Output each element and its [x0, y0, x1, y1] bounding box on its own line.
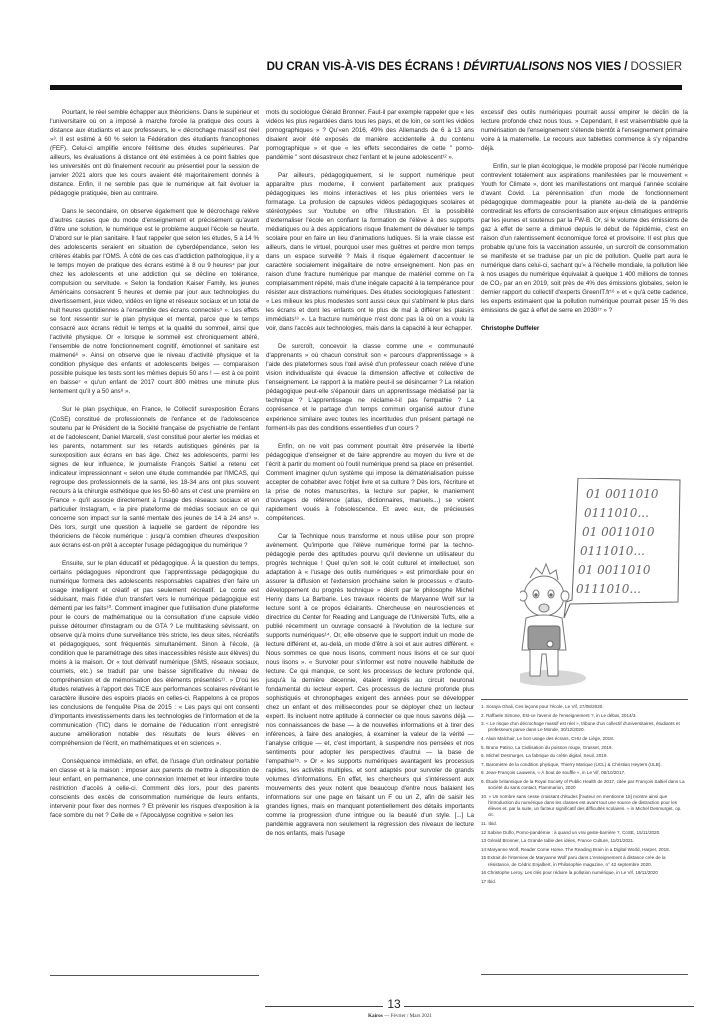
footnote: 7. Baromètre de la condition physique, Thierry Marique (UCL) & Christian Heyters (ULB).	[481, 761, 662, 767]
speech-line: 01 0011010	[586, 487, 659, 501]
page-number: 13	[387, 997, 401, 1011]
footnotes	[481, 704, 688, 887]
speech-line: 01 0011010	[582, 525, 655, 539]
speech-line: 01 0011010	[578, 563, 651, 577]
paragraph: mots du sociologue Gérald Bronner. Faut-il par exemple rappeler que « les vidéos les plus regardées dans tous les pays, et de loin, ce sont les vidéos pornographiques » ? Qu'«en 2016, 49% des Allemands de 6 à 13 ans disaient avoir été exposés de manière accidentelle à du contenu pornographique » et que « les effets secondaires de cette " porno-pandémie " sont désastreux chez l'enfant et le jeune adolescent¹² ».	[266, 109, 474, 162]
column-1	[50, 108, 259, 829]
folio-rule-left	[265, 1006, 383, 1007]
paragraph: Car la Technique nous transforme et nous utilise pour son propre avènement. Qu'importe que l'élève numérique formé par la techno-pédagogie perde des aptitudes pourvu qu'il devienne un utilisateur du progrès technique ! Quel qu'en soit le coût culturel et intellectuel, son adaptation à « l'usage des outils numériques » est primordiale pour en assurer la diffusion et l'extension prochaine selon le processus « d'auto-développement du progrès technique » décrit par le philosophe Michel Henry dans La Barbarie. Les travaux récents de Maryanne Wolf sur la lecture sont à ce propos éclairants. Chercheuse en neurosciences et directrice du Center for Reading and Language de l'Université Tufts, elle a publié récemment un ouvrage consacré à l'évolution de la lecture sur supports numériques¹⁴. Or, elle observe que le support induit un mode de lecture différent et, au-delà, un mode d'être à soi et aux autres différent. « Nous sommes ce que nous lisons, comment nous lisons et ce sur quoi nous lisons ». « Survoler pour s'informer est notre nouvelle habitude de lecture. Ce qui manque, ce sont les processus de lecture profonde qui, jusqu'à la dernière décennie, étaient intégrés au circuit neuronal fondamental du lecteur expert. Ces processus de lecture profonde plus sophistiqués et chronophages exigent des années pour se développer chez un enfant et des millisecondes pour se déployer chez un lecteur expert. Ils incluent notre aptitude à connecter ce que nous savons déjà — nos connaissances de base — à de nouvelles informations et à tirer des inférences, à faire des analogies, à examiner la valeur de la vérité — l'analyse critique — et, c'est important, à suspendre nos pensées et nos sentiments pour adopter les perspectives d'autrui — la base de l'empathie¹⁵. » Or « les supports numériques avantagent les processus rapides, les activités multiples, et sont adaptés pour survoler de grands volumes d'informations. En effet, les chercheurs qui s'intéressent aux mouvements des yeux notent que beaucoup d'entre nous balaient les informations sur une page en faisant un F ou un Z, afin de saisir les grandes lignes, mais en manquant potentiellement des détails importants comme la progression d'une intrigue ou la beauté d'un style. [...] La pandémie aggravera non seulement la régression des niveaux de lecture de nos enfants, mais l'usage	[266, 532, 474, 838]
footnote: 3. « Le risque d'un décrochage massif est réel », tribune d'un collectif d'universitaires, étudiants et professeurs parue dans Le Monde, 30/12/2020.	[481, 721, 680, 733]
footnote: 1. Soraya Ghali, Ces leçons pour l'école, Le Vif, 27/08/2020.	[481, 704, 604, 709]
footnotes-bottom-rule	[481, 974, 688, 975]
footnote: 5. Bruno Patino, La Civilisation du poisson rouge, Grasset, 2019.	[481, 744, 613, 750]
speech-line: 0111010...	[576, 582, 641, 596]
column-bottom-rule	[50, 975, 259, 976]
footnote: 14 Maryanne Wolf, Reader Come Home. The Reading Brain in a Digital World, Harper, 2018.	[481, 846, 670, 852]
author-signature: Christophe Duffeler	[481, 325, 540, 333]
speech-line: 0111010...	[584, 506, 649, 520]
publication-issue: — Février / Mars 2021	[382, 1013, 433, 1019]
footnote: 9. Étude britannique de la Royal Society of Public Health de 2017, citée par François Saltiel dans La société du sans contact, Flammarion, 2020	[481, 778, 685, 791]
header-section: DOSSIER	[630, 60, 682, 73]
column-3	[481, 108, 688, 342]
footnote: 4. Alain Malchair, Le bon usage des écrans, CHU de Liège, 2018.	[481, 735, 615, 741]
footnote: 2. Raffaele Simone, Est-ce l'avenir de l'enseignement ?, in Le débat, 2014/3.	[481, 712, 637, 718]
paragraph: Ensuite, sur le plan éducatif et pédagogique. À la question du temps, certains pédagogues répondront que l'apprentissage pédagogique du numérique formera des adolescents responsables capables d'en faire un usage intelligent et créatif et pas seulement récréatif. Le conte est séduisant, mais l'idée d'un transfert vers le numérique pédagogique est démenti par les faits¹⁰. Comment imaginer que l'utilisation d'une plateforme pour le cours de mathématique ou la consultation d'une capsule vidéo puisse détourner d'Instagram ou de GTA ? Le multitasking sévissant, on observe qu'à moins d'une surveillance très stricte, les deux sites, récréatifs et pédagogiques, sont fréquentés simultanément. Sinon à l'école, (à condition que le paramétrage des sites inaccessibles résiste aux élèves) du moins à la maison. Or « tout dérivatif numérique (SMS, réseaux sociaux, courriels, etc.) se traduit par une baisse significative du niveau de compréhension et de mémorisation des éléments présentés¹¹. » D'où les études relatives à l'apport des TICE aux performances scolaires révélant le caractère illusoire des espoirs placés en celles-ci. Rappelons à ce propos les conclusions de l'enquête Pisa de 2015 : « Les pays qui ont consenti d'importants investissements dans les technologies de l'information et de la communication (TIC) dans le domaine de l'éducation n'ont enregistré aucune amélioration notable des résultats de leurs élèves en compréhension de l'écrit, en mathématiques et en sciences ».	[50, 559, 259, 748]
header-title-end: NOS VIES /	[564, 60, 631, 73]
folio-rule-right	[404, 1006, 694, 1007]
footnote: 12 Sabine Duflo, Porno-pandémie : à quand un vrai geste-barrière ?, CoSE, 15/11/2020.	[481, 829, 661, 835]
header-title-emphasis: DÉVIRTUALISONS	[463, 60, 565, 73]
paragraph: Enfin, on ne voit pas comment pourrait être préservée la liberté pédagogique d'enseigner et de faire apprendre au moyen du livre et de l'écrit à partir du moment où l'outil numérique prend sa place en présentiel. Comment imaginer qu'un système qui impose la dématérialisation puisse accepter de cohabiter avec l'objet livre et sa culture ? Dès lors, l'écriture et la prise de notes manuscrites, la lecture sur papier, le maniement d'ouvrages de référence (atlas, dictionnaires, manuels...) se voient rapidement voués à l'obsolescence. Et avec eux, de précieuses compétences.	[266, 442, 474, 522]
paragraph: De surcroît, concevoir la classe comme une « communauté d'apprenants » où chacun construit son « parcours d'apprentissage » à l'aide des plateformes sous l'œil avisé d'un professeur coach relève d'une vision individualiste qui évacue la dimension affective et collective de l'enseignement. Le rapport à la matière peut-il se désincarner ? La relation pédagogique peut-elle s'épanouir dans un apprentissage médiatisé par la technique ? L'apprentissage ne réclame-t-il pas l'empathie ? La coprésence et le partage d'un temps commun organisé autour d'une expérience similaire avec toutes les incertitudes d'un présent partagé ne forment-ils pas des conditions essentielles d'un cours ?	[266, 343, 474, 432]
footnote: 6. Michel Desmurget, La fabrique du crétin digital, Seuil, 2019.	[481, 753, 608, 759]
paragraph: Pourtant, le réel semble échapper aux théoriciens. Dans le supérieur et l'universitaire où on a imposé à marche forcée la pratique des cours à distance aux étudiants et aux professeurs, le « décrochage massif est réel »³. Il est estimé à 60 % selon la Fédération des étudiants francophones (FEF). Celui-ci amplifie encore l'élitisme des études supérieures. Par ailleurs, les évaluations à distance ont été estimées à ce point fiables que les universités ont dû finalement recourir au présentiel pour la session de janvier 2021 alors que les cours avaient été majoritairement donnés à distance. Enfin, il ne semble pas que le numérique ait fait évoluer la pédagogie pratiquée, bien au contraire.	[50, 109, 259, 198]
publication-name: Kairos	[367, 1013, 383, 1019]
publication-footer	[300, 1013, 500, 1019]
paragraph: Conséquence immédiate, en effet, de l'usage d'un ordinateur portable en classe et à la maison : imposer aux parents de mettre à disposition de leur enfant, en permanence, une connexion Internet et leur interdire toute restriction d'accès à celle-ci. Comment dès lors, pour des parents conscients des excès de consommation numérique de leurs enfants, intervenir pour fixer des normes ? Et prévenir les risques d'exposition à la face sombre du net ? Celle de « l'Apocalypse cognitive » selon les	[50, 758, 259, 820]
footnote: 15 Extrait de l'interview de Maryanne Wolf paru dans L'enseignement à distance crée de la résistance, de Cédric Enjalbert, in Philosophie magazine, n° 42 septembre 2020.	[481, 855, 666, 867]
speech-line: 0111010...	[580, 544, 645, 558]
running-header	[50, 60, 682, 73]
footnote: 17 Ibid.	[481, 878, 497, 884]
footnote: 8. Jean-François Lauwens, « À bout de souffle », in Le Vif, 06/10/2017.	[481, 770, 626, 776]
paragraph: excessif des outils numériques pourrait aussi empirer le déclin de la lecture profonde chez nous tous. » Cependant, il est vraisemblable que la numérisation de l'enseignement s'étende bientôt à l'enseignement primaire voire à la maternelle. Le recours aux tablettes commence à s'y répandre déjà.	[481, 109, 688, 153]
footnote: 13 Gérald Bronner, La Grande table des idées, France Culture, 11/01/2021.	[481, 838, 635, 844]
paragraph: Sur le plan psychique, en France, le Collectif surexposition Écrans (CoSE) constitué de professionnels de l'enfance et de l'adolescence soutenu par le Président de la Société française de psychiatrie de l'enfant et de l'adolescent, Daniel Marcelli, s'est constitué pour alerter les médias et les parents, notamment sur les retards autistiques générés par la surexposition aux écrans en bas âge. Chez les adolescents, parmi les signes de leur influence, le journaliste François Saltiel a retenu cet indicateur impressionnant « selon une étude commandée par l'IMCAS, qui regroupe des professionnels de la santé, les 18-34 ans ont plus souvent recours à la chirurgie esthétique que les 50-60 ans et c'est une première en France » qu'il associe directement à l'usage des réseaux sociaux et en particulier Instagram, « la pire plateforme de médias sociaux en ce qui concerne son impact sur la santé mentale des jeunes de 14 à 24 ans⁹ ». Dès lors, surgit une question à laquelle se gardent de répondre les théoriciens de l'école numérique : jusqu'à combien d'heures d'exposition aux écrans est-on prêt à accepter l'usage pédagogique du numérique ?	[50, 406, 259, 549]
footnote: 10. « Un nombre sans cesse croissant d'études [l'auteur en mentionne 15] montre ainsi que l'introduction du numérique dans les classes est avant tout une source de distraction pour les élèves et, par la suite, un facteur significatif des difficultés scolaires. » in Michel Desmurget, op. cit.	[481, 793, 682, 818]
paragraph: Dans le secondaire, on observe également que le décrochage relève d'autres causes que du mode d'enseignement et précisément qu'avant d'être une solution, le numérique est le problème auquel l'école se heurte. D'abord sur le plan sanitaire. Il faut rappeler que selon les études, 5 à 14 % des adolescents seraient en situation de cyberdépendance, selon les critères établis par l'OMS. À côté de ces cas d'addiction pathologique, il y a le temps moyen de pratique des écrans estimé à 8 ou 9 heures⁴ par jour chez les adolescents et une addiction qui se décline en tolérance, compulsion ou servitude. « Selon la fondation Kaiser Family, les jeunes Américains consacrent 5 heures et demie par jour aux technologies du divertissement, jeux video, vidéos en ligne et réseaux sociaux et un total de huit heures quotidiennes à l'ensemble des écrans connectés⁵ ». Les effets se font ressentir sur le plan physique et mental, parce que le temps consacré aux écrans réduit le temps et la qualité du sommeil, ainsi que l'activité physique. Or « lorsque le sommeil est chroniquement altéré, l'ensemble de notre fonctionnement cognitif, émotionnel et sanitaire est malmené⁶ ». Ainsi on observe que le niveau d'activité physique et la condition physique des enfants et adolescents belges — comparaison possible puisque les tests sont les mêmes depuis 50 ans ! — est à ce point en baisse⁷ « qu'un enfant de 2017 court 800 mètres une minute plus lentement qu'il y a 50 ans⁸ ».	[50, 208, 259, 396]
footnotes-rule	[481, 699, 688, 700]
child-with-tablet-illustration	[520, 478, 690, 688]
paragraph: Par ailleurs, pédagogiquement, si le support numérique peut apparaître plus moderne, il convient parfaitement aux pratiques pédagogiques les moins interactives et les plus orientées vers le formatage. La profusion de capsules vidéos pédagogiques scolaires et stéréotypées sur Youtube en offre l'illustration. Et la possibilité d'externaliser l'école en confiant la formation de l'élève à des supports médiatiques ou à des applications risque finalement de dévaluer le temps scolaire pour en faire un lieu d'animations ludiques. Si la vraie classe est ailleurs, dans le virtuel, pourquoi user mes guêtres et perdre mon temps dans un espace surveillé ? Mais il risque également d'accentuer le caractère socialement inégalitaire de notre enseignement. Non pas en raison d'une fracture numérique par manque de matériel comme on l'a complaisamment répété, mais d'une inégale capacité à la tempérance pour résister aux distractions numériques. Des études sociologiques l'attestent : « Les milieux les plus modestes sont aussi ceux qui s'abîment le plus dans les écrans et dont les enfants ont le plus de mal à différer les plaisirs immédiats¹³ ». La fracture numérique n'est donc pas là où on a voulu la voir, dans l'accès aux technologies, mais dans la capacité à leur échapper.	[266, 172, 474, 333]
header-rule	[50, 85, 682, 90]
footnote: 11. Ibid.	[481, 820, 498, 826]
header-title: DU CRAN VIS-À-VIS DES ÉCRANS !	[266, 60, 464, 73]
footnote: 16 Christophe Leroy, Les clés pour réduire la pollution numérique, in Le Vif, 19/11/2020	[481, 870, 658, 876]
paragraph: Enfin, sur le plan écologique, le modèle proposé par l'école numérique contrevient totalement aux aspirations manifestées par le mouvement « Youth for Climate », dont les manifestations ont marqué l'année scolaire d'avant Covid. La pérennisation d'un mode de fonctionnement pédagogique dommageable pour la planète au-delà de la pandémie contredirait les efforts de conscientisation aux enjeux climatiques entrepris par les jeunes et soutenus par la FW-B. Or, si le volume des émissions de gaz à effet de serre a diminué depuis le début de l'épidémie, c'est en raison d'un ralentissement économique forcé et provisoire. Il est plus que probable qu'une fois la vaccination assurée, un surcroît de consommation se manifeste et se traduise par un pic de pollution. Quelle part aura le numérique dans celui-ci, sachant qu'« à l'échelle mondiale, la pollution liée à nos usages du numérique équivalait à quelque 1 400 millions de tonnes de CO₂ par an en 2019, soit près de 4% des émissions globales, selon le dernier rapport du collectif d'experts GreenIT.fr¹⁶ » et « qu'à cette cadence, les experts estimaient que la pollution numérique pourrait peser 15 % des émissions de gaz à effet de serre en 2030¹⁷ » ?	[481, 163, 688, 315]
column-2	[266, 108, 474, 847]
